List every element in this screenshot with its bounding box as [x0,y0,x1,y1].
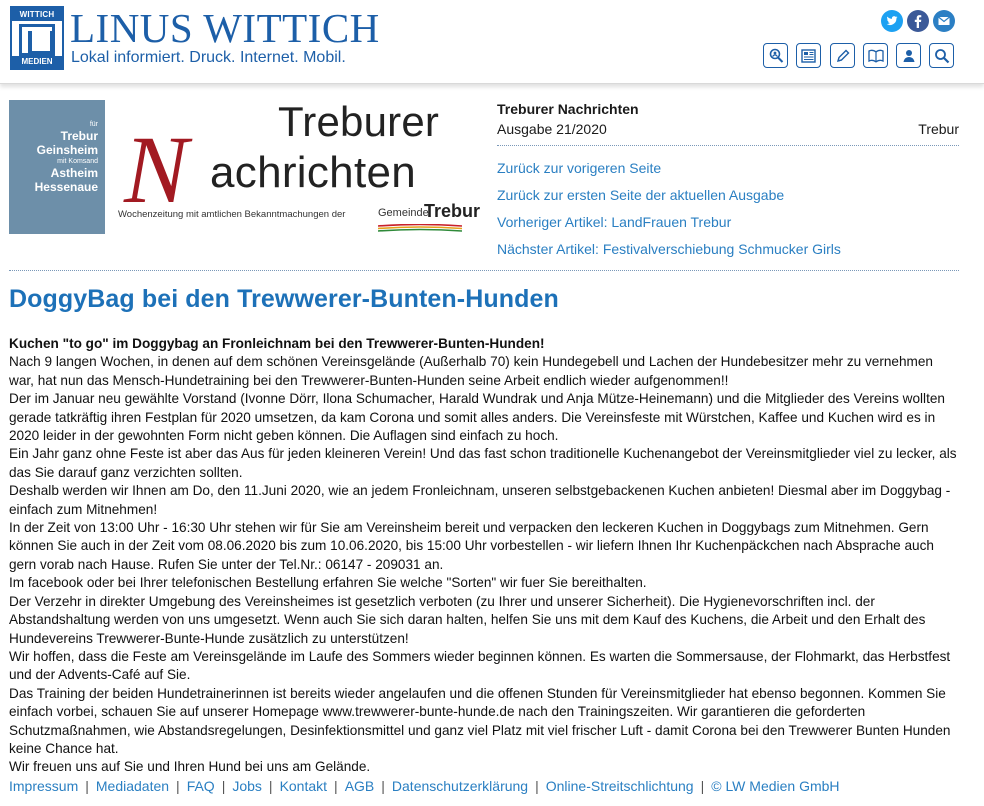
brand-tagline: Lokal informiert. Druck. Internet. Mobil. [71,49,346,66]
footer-separator: | [334,778,338,794]
user-icon[interactable] [896,43,921,68]
footer-separator: | [535,778,539,794]
link-first-page[interactable]: Zurück zur ersten Seite der aktuellen Ausgabe [497,187,785,203]
search-person-icon[interactable] [763,43,788,68]
publication-logo-town: Trebur [424,201,481,221]
divider [497,145,959,146]
search-icon[interactable] [929,43,954,68]
footer-separator: | [85,778,89,794]
publication-place: Trebur [918,121,959,137]
footer-link-streitschlichtung[interactable]: Online-Streitschlichtung [545,778,694,794]
footer-link-faq[interactable]: FAQ [186,778,215,794]
footer-link-mediadaten[interactable]: Mediadaten [95,778,170,794]
article-body [9,335,961,777]
link-next-article[interactable]: Nächster Artikel: Festivalverschiebung Schmucker Girls [497,241,841,257]
article-paragraph: Wir freuen uns auf Sie und Ihren Hund bei uns am Gelände. [9,759,371,775]
link-previous-article[interactable]: Vorheriger Artikel: LandFrauen Trebur [497,214,732,230]
footer-link-datenschutz[interactable]: Datenschutzerklärung [391,778,529,794]
twitter-icon[interactable] [881,10,903,32]
footer-link-copyright[interactable]: © LW Medien GmbH [711,778,840,794]
places-badge [9,100,105,234]
badge-mit: mit Komsand [57,158,98,165]
article-paragraph: Das Training der beiden Hundetrainerinnen ist bereits wieder angelaufen und die offenen Stunden für Vereinsmitglieder hat ebenso begonnen. Kommen Sie einfach vorbei, schauen Sie auf unserer Homepage www.trewwerer-bunte-hunde.de nach den Trainingszeiten. Wir garantieren die geforderten Schutzmaßnahmen, wie Abstandsregelungen, Desinfektionsmittel und ganz viel Platz mit viel frischer Luft - damit Corona bei den Trewwerer Bunten Hunden keine Chance hat. [9,685,951,756]
footer-link-kontakt[interactable]: Kontakt [279,778,328,794]
publication-logo-initial: N [124,116,189,223]
article-paragraph: Der Verzehr in direkter Umgebung des Vereinsheimes ist gesetzlich verboten (zu Ihrer und unserer Sicherheit). Die Hygienevorschriften incl. der Abstandshaltung werden von uns umgesetzt. Wenn auch Sie sich daran halten, helfen Sie uns mit dem Kauf des Kuchens, die Arbeit und den Erhalt des Hundevereins Trewwerer-Bunte-Hunde zusätzlich zu unterstützen! [9,593,926,646]
badge-astheim: Astheim [50,166,98,180]
badge-trebur: Trebur [60,129,98,143]
footer-separator: | [176,778,180,794]
article-paragraph: Deshalb werden wir Ihnen am Do, den 11.Juni 2020, wie an jedem Fronleichnam, unseren selbstgebackenen Kuchen anbieten! Diesmal aber im Doggybag - einfach zum Mitnehmen! [9,483,951,517]
footer-link-jobs[interactable]: Jobs [232,778,262,794]
article-paragraph: Nach 9 langen Wochen, in denen auf dem schönen Vereinsgelände (Außerhalb 70) kein Hundegebell und Lachen der Hundebesitzer mehr zu vernehmen war, hat nun das Mensch-Hundetraining bei den Trewwerer-Bunten-Hunden seine Arbeit endlich wieder aufgenommen!! [9,354,933,388]
badge-geinsheim: Geinsheim [36,143,98,157]
article-paragraph: Im facebook oder bei Ihrer telefonischen Bestellung erfahren Sie welche "Sorten" wir fuer Sie bereithalten. [9,575,647,591]
facebook-icon[interactable] [907,10,929,32]
article-headline: DoggyBag bei den Trewwerer-Bunten-Hunden [9,285,559,313]
article-paragraph: In der Zeit von 13:00 Uhr - 16:30 Uhr stehen wir für Sie am Vereinsheim bereit und verpacken den leckeren Kuchen in Doggybags zum Mitnehmen. Gern können Sie auch in der Zeit vom 08.06.2020 bis zum 10.06.2020, bis 15:00 Uhr vorbestellen - wir liefern Ihnen Ihr Kuchenpäckchen nach Absprache auch gern vorab nach Hause. Rufen Sie unter der Tel.Nr.: 06147 - 209031 an. [9,520,934,572]
brand-name[interactable]: LINUS WITTICH [70,5,380,51]
footer-separator: | [700,778,705,794]
footer-separator: | [268,778,273,794]
logo-mark-icon [19,24,55,56]
publication-logo-gemeinde: Gemeinde [378,207,429,219]
article-paragraph: Ein Jahr ganz ohne Feste ist aber das Aus für jeden kleineren Verein! Und das fast schon traditionelle Kuchenangebot der Vereinsmitglieder viel zu lecker, als das Sie darauf ganz verzichten sollten. [9,446,957,480]
wittich-logo[interactable] [10,6,64,70]
site-footer [9,778,840,794]
logo-top-text: WITTICH [12,8,62,21]
book-icon[interactable] [863,43,888,68]
badge-hessenaue: Hessenaue [34,180,98,194]
badge-fuer: für [89,121,98,128]
article-lead: Kuchen "to go" im Doggybag an Fronleichnam bei den Trewwerer-Bunten-Hunden! [9,336,545,351]
newspaper-icon[interactable] [796,43,821,68]
email-icon[interactable] [933,10,955,32]
footer-link-impressum[interactable]: Impressum [9,778,79,794]
logo-stripes-icon [378,224,462,233]
publication-logo-word1: Treburer [278,98,440,145]
footer-separator: | [221,778,226,794]
publication-title: Treburer Nachrichten [497,101,639,117]
logo-bottom-text: MEDIEN [12,56,62,68]
pencil-icon[interactable] [830,43,855,68]
publication-logo-subtitle: Wochenzeitung mit amtlichen Bekanntmachungen der [118,209,346,220]
site-header [0,0,984,84]
publication-logo-word2: achrichten [210,148,417,197]
divider [9,270,959,271]
footer-separator: | [381,778,385,794]
link-previous-page[interactable]: Zurück zur vorigeren Seite [497,160,662,176]
footer-link-agb[interactable]: AGB [344,778,375,794]
article-paragraph: Der im Januar neu gewählte Vorstand (Ivonne Dörr, Ilona Schumacher, Harald Wundrak und Anja Mütze-Heinemann) und die Mitglieder des Vereins wollten gerade tatkräftig ihren Festplan für 2020 umsetzen, da kam Corona und somit alles anders. Die Vereinsfeste mit Würstchen, Kaffee und Kuchen wird es in 2020 leider in der gewohnten Form nicht geben können. Die Auflagen sind einfach zu hoch. [9,391,945,444]
publication-issue: Ausgabe 21/2020 [497,121,607,137]
article-paragraph: Wir hoffen, dass die Feste am Vereinsgelände im Laufe des Sommers wieder beginnen können. Es warten die Sommersause, der Flohmarkt, das Herbstfest und der Advents-Café auf Sie. [9,648,951,683]
